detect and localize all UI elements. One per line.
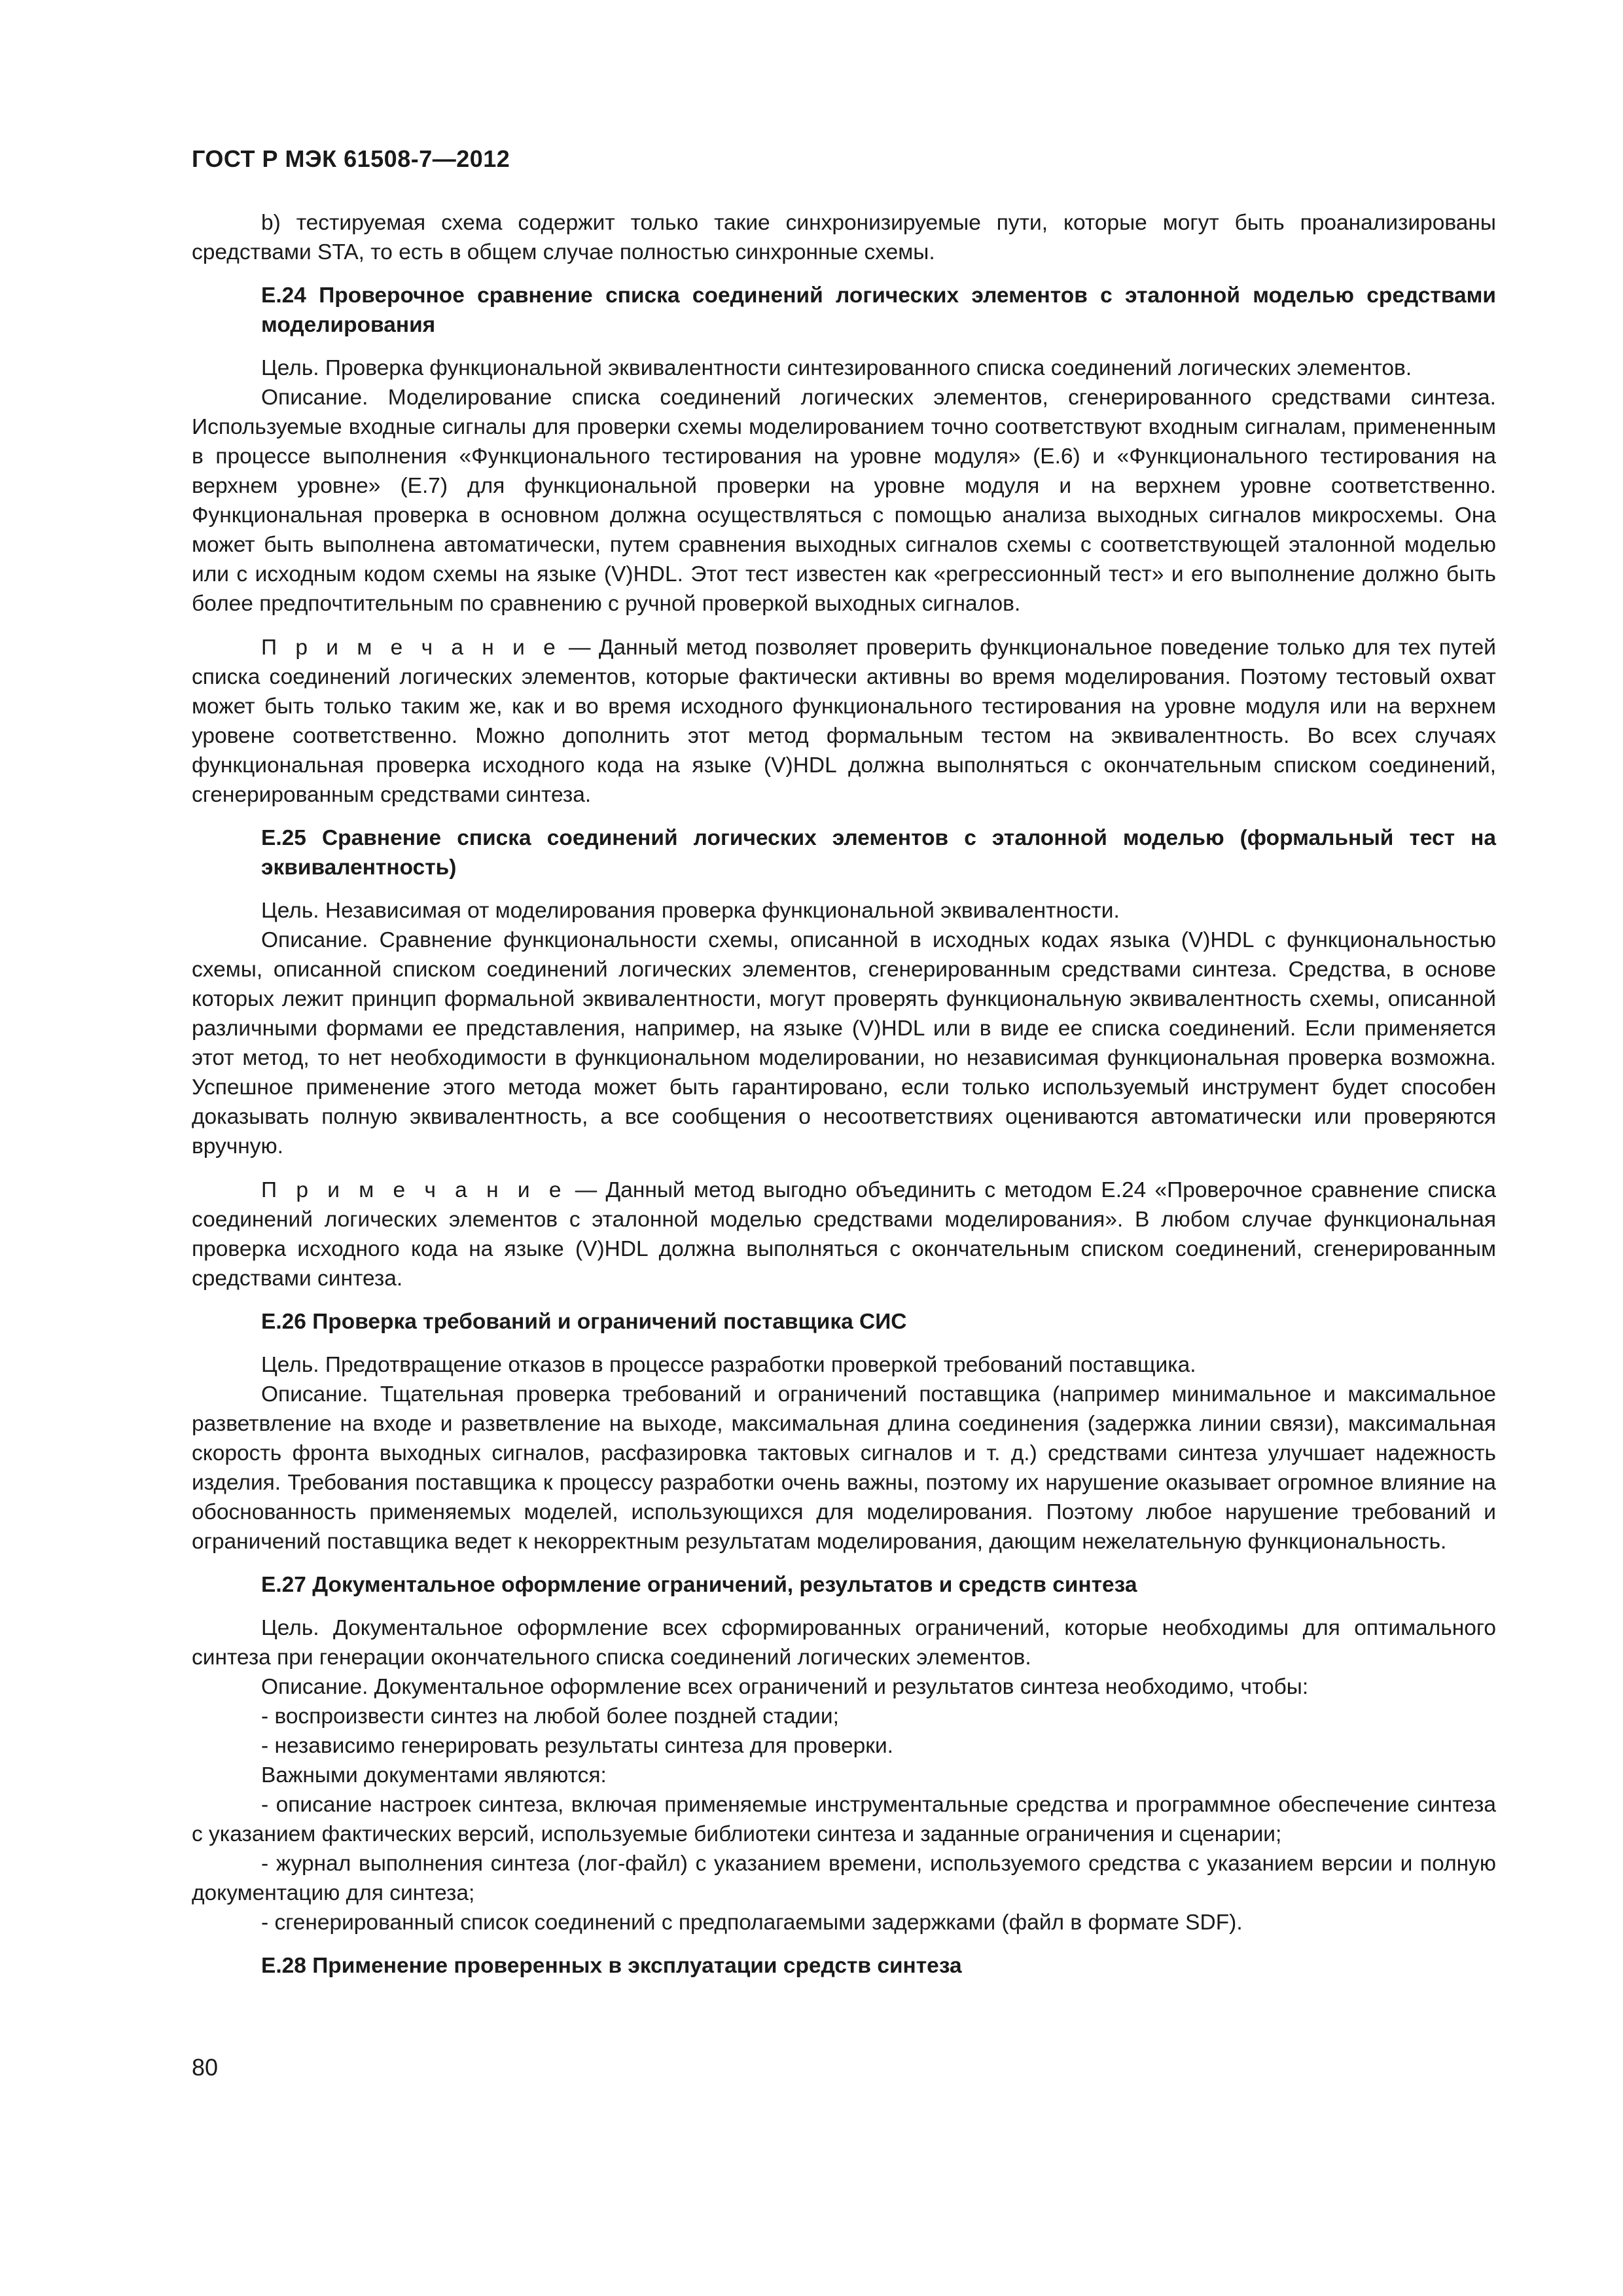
paragraph-e24-goal: Цель. Проверка функциональной эквивалентности синтезированного списка соединений логических элементов. bbox=[261, 356, 1412, 380]
paragraph-e26-description: Описание. Тщательная проверка требований и ограничений поставщика (например минимальное и максимальное разветвление на входе и разветвление на выходе, максимальная длина соединения (задержка линии связи), максимальная скорость фронта выходных сигналов, расфазировка тактовых сигналов и т. д.) средствами синтеза улучшает надежность изделия. Требования поставщика к процессу разработки очень важны, поэтому их нарушение оказывает огромное влияние на обоснованность применяемых моделей, использующихся для моделирования. Поэтому любое нарушение требований и ограничений поставщика ведет к некорректным результатам моделирования, дающим нежелательную функциональность. bbox=[192, 1382, 1496, 1554]
standard-header: ГОСТ Р МЭК 61508-7—2012 bbox=[192, 145, 510, 172]
section-heading-e27: Е.27 Документальное оформление ограничений, результатов и средств синтеза bbox=[261, 1573, 1137, 1597]
section-heading-e26: Е.26 Проверка требований и ограничений поставщика СИС bbox=[261, 1310, 907, 1334]
list-item-e27-netlist: - сгенерированный список соединений с предполагаемыми задержками (файл в формате SDF). bbox=[261, 1910, 1243, 1935]
document-body bbox=[192, 208, 1496, 1981]
section-heading-e28: Е.28 Применение проверенных в эксплуатации средств синтеза bbox=[261, 1954, 962, 1978]
paragraph-e26-goal: Цель. Предотвращение отказов в процессе разработки проверкой требований поставщика. bbox=[261, 1353, 1196, 1377]
section-heading-e24: Е.24 Проверочное сравнение списка соединений логических элементов с эталонной моделью средствами моделирования bbox=[261, 283, 1496, 337]
note-label: П р и м е ч а н и е bbox=[261, 636, 561, 660]
list-item-e27-logfile: - журнал выполнения синтеза (лог-файл) с указанием времени, используемого средства с указанием версии и полную документацию для синтеза; bbox=[192, 1852, 1496, 1905]
page-number: 80 bbox=[192, 2054, 219, 2081]
note-e24 bbox=[192, 633, 1496, 810]
note-e25 bbox=[192, 1175, 1496, 1293]
list-item-e27-settings: - описание настроек синтеза, включая применяемые инструментальные средства и программное обеспечение синтеза с указанием фактических версий, используемые библиотеки синтеза и заданные ограничения и сценарии; bbox=[192, 1793, 1496, 1846]
list-item-e27-generate: - независимо генерировать результаты синтеза для проверки. bbox=[261, 1734, 893, 1758]
list-item-e27-reproduce: - воспроизвести синтез на любой более поздней стадии; bbox=[261, 1704, 839, 1729]
paragraph-e25-description: Описание. Сравнение функциональности схемы, описанной в исходных кодах языка (V)HDL с функциональностью схемы, описанной списком соединений логических элементов, сгенерированным средствами синтеза. Средства, в основе которых лежит принцип формальной эквивалентности, могут проверять функциональную эквивалентность схемы, описанной различными формами ее представления, например, на языке (V)HDL или в виде ее списка соединений. Если применяется этот метод, то нет необходимости в функциональном моделировании, но независимая функциональная проверка возможна. Успешное применение этого метода может быть гарантировано, если только используемый инструмент будет способен доказывать полную эквивалентность, а все сообщения о несоответствиях оцениваются автоматически или проверяются вручную. bbox=[192, 928, 1496, 1158]
paragraph-e27-goal: Цель. Документальное оформление всех сформированных ограничений, которые необходимы для оптимального синтеза при генерации окончательного списка соединений логических элементов. bbox=[192, 1616, 1496, 1670]
paragraph-e25-goal: Цель. Независимая от моделирования проверка функциональной эквивалентности. bbox=[261, 899, 1120, 923]
note-label: П р и м е ч а н и е bbox=[261, 1178, 567, 1202]
paragraph-e27-description: Описание. Документальное оформление всех ограничений и результатов синтеза необходимо, чтобы: bbox=[261, 1675, 1309, 1699]
paragraph-sta: b) тестируемая схема содержит только такие синхронизируемые пути, которые могут быть проанализированы средствами STA, то есть в общем случае полностью синхронные схемы. bbox=[192, 211, 1496, 264]
note-e24-text: — Данный метод позволяет проверить функциональное поведение только для тех путей списка соединений логических элементов, которые фактически активны во время моделирования. Поэтому тестовый охват может быть только таким же, как и во время исходного функционального тестирования на уровне модуля или на верхнем уровене соответственно. Можно дополнить этот метод формальным тестом на эквивалентность. Во всех случаях функциональная проверка исходного кода на языке (V)HDL должна выполняться с окончательным списком соединений, сгенерированным средствами синтеза. bbox=[192, 636, 1497, 807]
paragraph-e27-documents-intro: Важными документами являются: bbox=[261, 1763, 607, 1787]
note-e25-text: — Данный метод выгодно объединить с методом Е.24 «Проверочное сравнение списка соединений логических элементов с эталонной моделью средствами моделирования». В любом случае функциональная проверка исходного кода на языке (V)HDL должна выполняться с окончательным списком соединений, сгенерированным средствами синтеза. bbox=[192, 1178, 1497, 1291]
paragraph-e24-description: Описание. Моделирование списка соединений логических элементов, сгенерированного средствами синтеза. Используемые входные сигналы для проверки схемы моделированием точно соответствуют входным сигналам, примененным в процессе выполнения «Функционального тестирования на уровне модуля» (Е.6) и «Функционального тестирования на верхнем уровне» (Е.7) для функциональной проверки на уровне модуля и на верхнем уровне соответственно. Функциональная проверка в основном должна осуществляться с помощью анализа выходных сигналов микросхемы. Она может быть выполнена автоматически, путем сравнения выходных сигналов схемы с соответствующей эталонной моделью или с исходным кодом схемы на языке (V)HDL. Этот тест известен как «регрессионный тест» и его выполнение должно быть более предпочтительным по сравнению с ручной проверкой выходных сигналов. bbox=[192, 386, 1496, 616]
section-heading-e25: Е.25 Сравнение списка соединений логических элементов с эталонной моделью (формальный тест на эквивалентность) bbox=[261, 826, 1496, 880]
